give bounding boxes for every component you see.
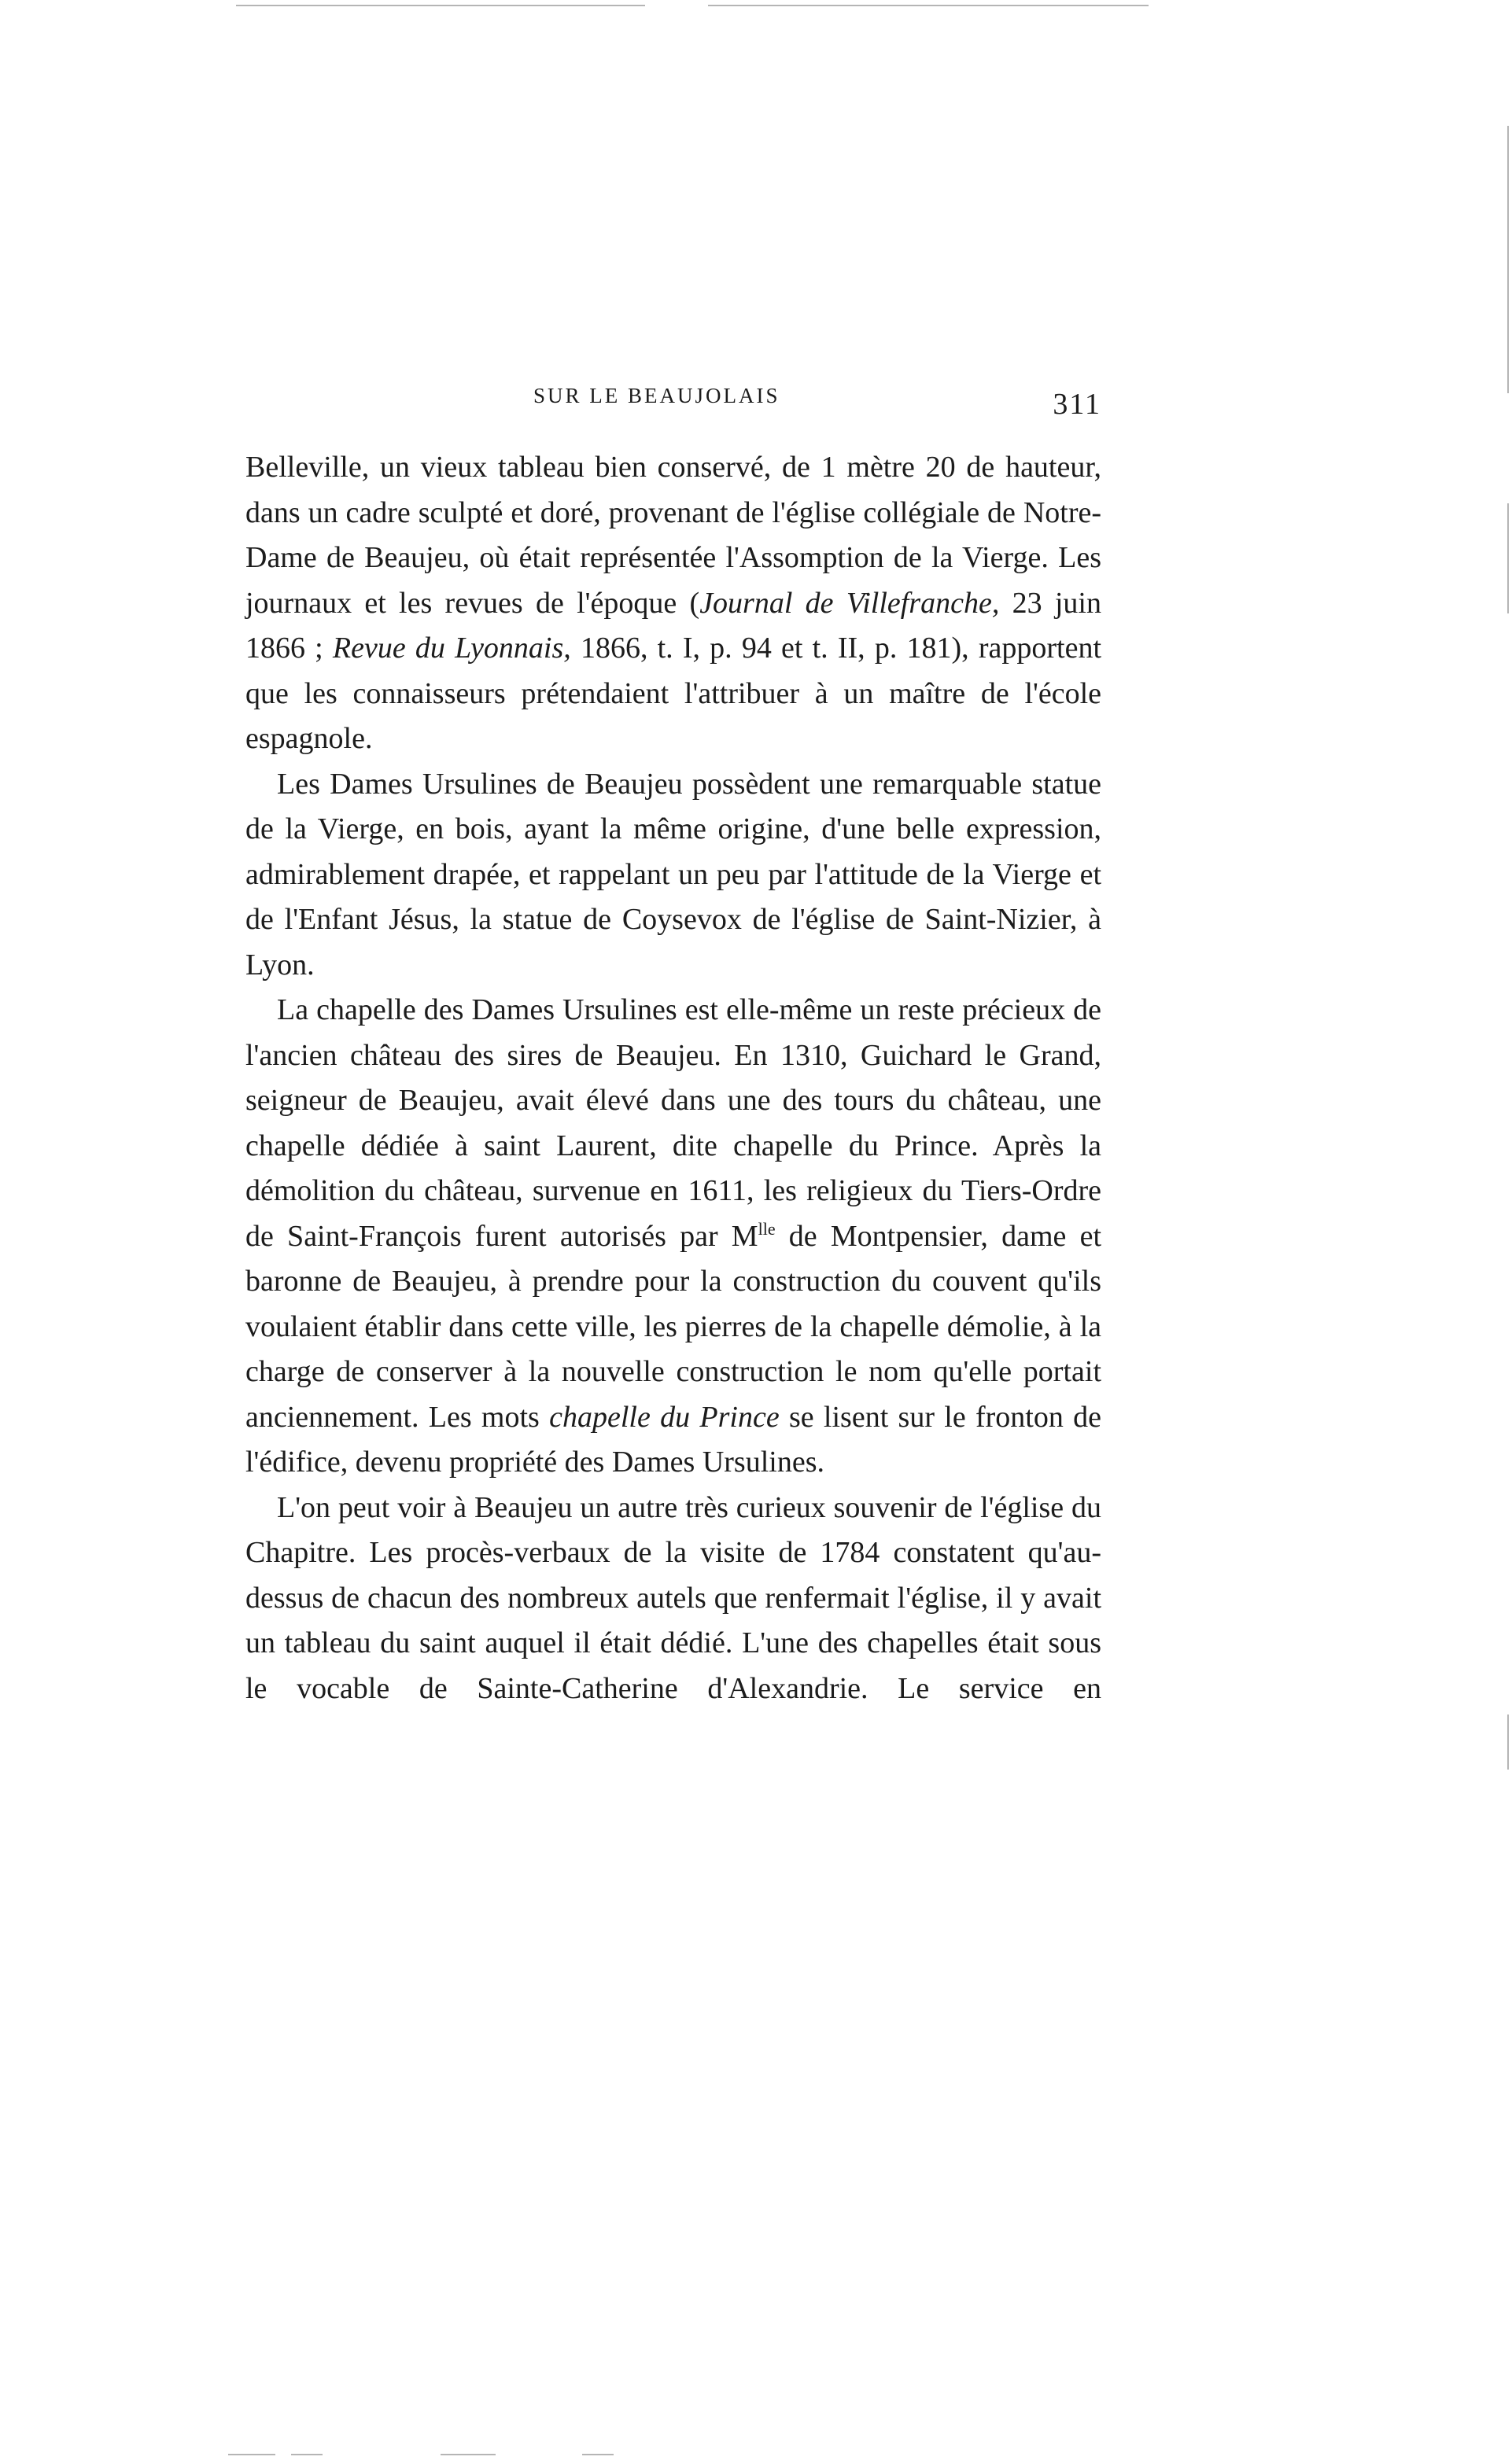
paragraph-3-text-b: de Montpensier, dame et baronne de Beaujeu, à prendre pour la construction du couvent qu'ils voulaient établir dans cette ville, les pierres de la chapelle démolie, à la charge de conserver à la nouvelle construction le nom qu'elle portait anciennement. Les mots <box>245 1219 1102 1434</box>
paragraph-2: Les Dames Ursulines de Beaujeu possèdent une remarquable statue de la Vierge, en bois, ayant la même origine, d'une belle expression, admirablement drapée, et rappelant un peu par l'attitude de la Vierge et de l'Enfant Jésus, la statue de Coysevox de l'église de Saint-Nizier, à Lyon. <box>245 767 1101 982</box>
scan-edge-mark <box>1507 126 1509 393</box>
scan-edge-mark <box>228 2454 275 2455</box>
paragraph-1-text-b: 23 juin 1866 ; <box>245 586 1101 665</box>
scan-edge-mark <box>441 2454 496 2455</box>
paragraph-1-italic-b: Revue du Lyonnais, <box>332 632 571 665</box>
paragraph-3 <box>245 988 1101 1486</box>
paragraph-1-text-a: Belleville, un vieux tableau bien conservé, de 1 mètre 20 de hauteur, dans un cadre sculpté et doré, provenant de l'église collégiale de Notre-Dame de Beaujeu, où était représentée l'Assomption de la Vierge. Les journaux et les revues de l'époque ( <box>245 451 1101 620</box>
body-text <box>245 445 1101 1711</box>
paragraph-3-text-c: se lisent sur le fronton de l'édifice, devenu propriété des Dames Ursulines. <box>245 1400 1101 1479</box>
scan-edge-mark <box>291 2454 323 2455</box>
scan-edge-mark <box>236 5 645 6</box>
paragraph-3-italic: chapelle du Prince <box>549 1400 780 1434</box>
page-number: 311 <box>1053 388 1101 421</box>
paragraph-1-italic-a: Journal de Villefranche, <box>699 586 1000 620</box>
running-head <box>245 384 1101 423</box>
scan-edge-mark <box>1507 1714 1509 1770</box>
paragraph-4: L'on peut voir à Beaujeu un autre très curieux souvenir de l'église du Chapitre. Les procès-verbaux de la visite de 1784 constatent qu'au-dessus de chacun des nombreux autels que renfermait l'église, il y avait un tableau du saint auquel il était dédié. L'une des chapelles était sous le vocable de Sainte-Catherine d'Alexandrie. Le service en <box>245 1490 1101 1705</box>
scan-edge-mark <box>1507 503 1509 613</box>
paragraph-3-superscript: lle <box>758 1218 776 1239</box>
running-title: SUR LE BEAUJOLAIS <box>533 384 780 407</box>
scan-edge-mark <box>708 5 1149 6</box>
scan-edge-mark <box>582 2454 614 2455</box>
paragraph-1 <box>245 445 1101 762</box>
paragraph-1-text-c: 1866, t. I, p. 94 et t. II, p. 181), rapportent que les connaisseurs prétendaient l'attribuer à un maître de l'école espagnole. <box>245 632 1101 755</box>
paragraph-3-text-a: La chapelle des Dames Ursulines est elle-même un reste précieux de l'ancien château des sires de Beaujeu. En 1310, Guichard le Grand, seigneur de Beaujeu, avait élevé dans une des tours du château, une chapelle dédiée à saint Laurent, dite chapelle du Prince. Après la démolition du château, survenue en 1611, les religieux du Tiers-Ordre de Saint-François furent autorisés par M <box>245 993 1101 1253</box>
